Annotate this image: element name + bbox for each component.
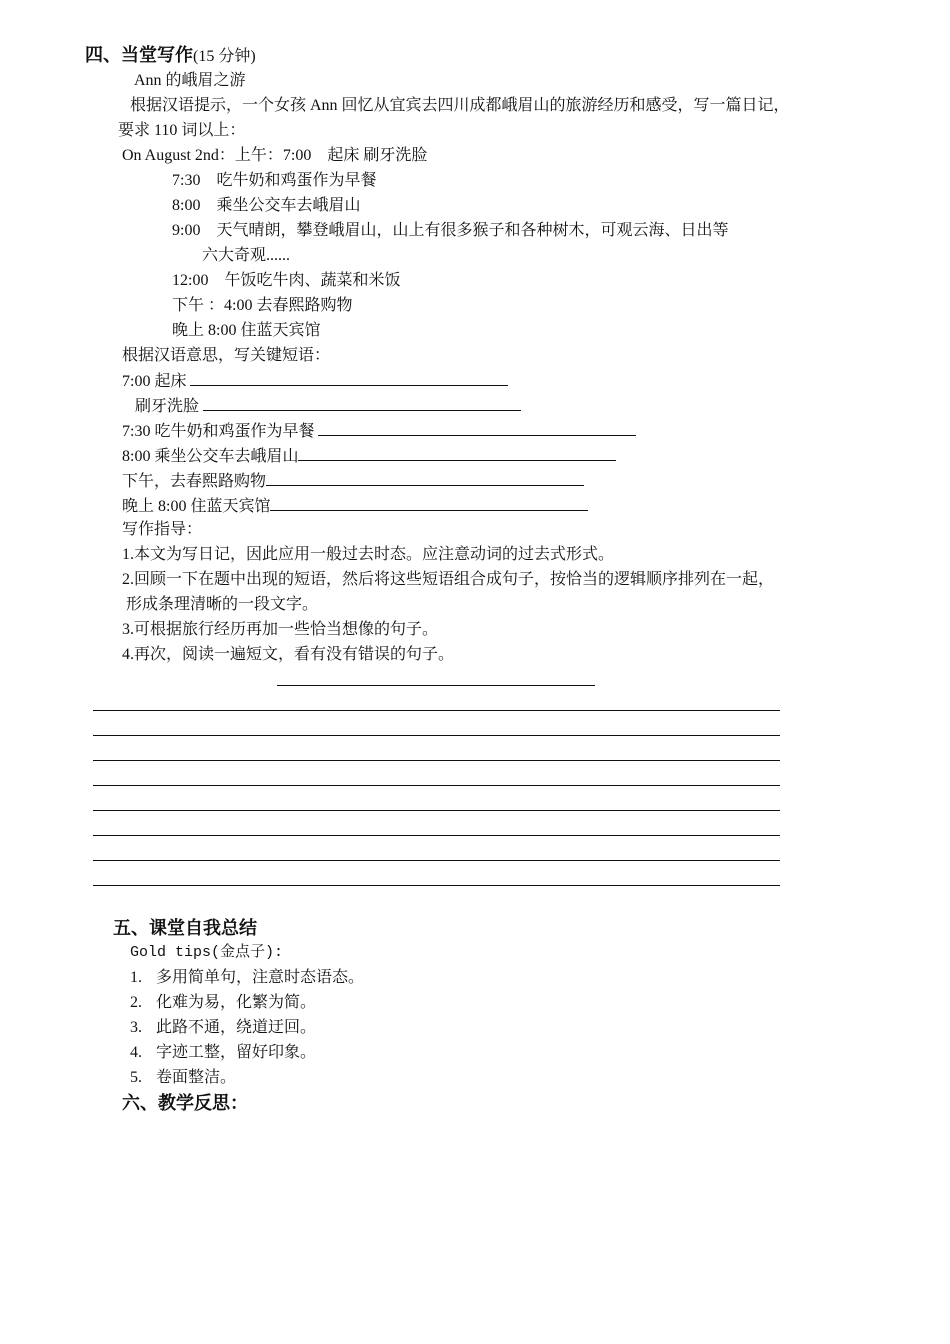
section-4-heading (85, 45, 256, 67)
prompt-line-2: 要求 110 词以上： (118, 122, 246, 139)
phrase-label: 刷牙洗脸 (135, 398, 204, 415)
section-6-title: 六、教学反思： (122, 1093, 248, 1113)
schedule-item: 下午 ：4:00 去春熙路购物 (172, 297, 353, 314)
schedule-item: On August 2nd：上午：7:00 起床 刷牙洗脸 (122, 147, 428, 164)
phrase-row (122, 496, 588, 517)
tip-text: 此路不通，绕道迂回。 (156, 1019, 317, 1036)
writing-guide-item: 3.可根据旅行经历再加一些恰当想像的句子。 (122, 621, 439, 638)
writing-line[interactable] (93, 710, 780, 711)
writing-line[interactable] (93, 835, 780, 836)
section-4-time-note: (15 分钟) (193, 48, 256, 65)
writing-line[interactable] (93, 785, 780, 786)
schedule-item: 六大奇观...... (202, 247, 291, 264)
schedule-item: 12:00 午饭吃牛肉、蔬菜和米饭 (172, 272, 401, 289)
phrase-row (135, 396, 521, 417)
phrase-label: 8:00 乘坐公交车去峨眉山 (122, 448, 299, 465)
tip-text: 多用简单句，注意时态语态。 (156, 969, 365, 986)
answer-blank[interactable] (203, 396, 521, 411)
phrase-label: 晚上 8:00 住蓝天宾馆 (122, 498, 271, 515)
writing-line[interactable] (93, 735, 780, 736)
writing-guide-item: 4.再次，阅读一遍短文，看有没有错误的句子。 (122, 646, 455, 663)
tip-item (130, 968, 364, 988)
tip-number: 3. (130, 1019, 142, 1036)
tip-item (130, 1018, 316, 1038)
phrase-row (122, 421, 636, 442)
tip-item (130, 1043, 316, 1063)
writing-guide-item: 2.回顾一下在题中出现的短语，然后将这些短语组合成句子，按恰当的逻辑顺序排列在一起， (122, 571, 775, 588)
tip-text: 化难为易，化繁为简。 (156, 994, 317, 1011)
answer-blank[interactable] (190, 371, 508, 386)
writing-guide-title: 写作指导： (122, 521, 203, 538)
prompt-line-1: 根据汉语提示，一个女孩 Ann 回忆从宜宾去四川成都峨眉山的旅游经历和感受，写一篇日记， (130, 97, 790, 114)
schedule-item: 7:30 吃牛奶和鸡蛋作为早餐 (172, 172, 377, 189)
writing-line[interactable] (93, 885, 780, 886)
gold-tips-title: Gold tips(金点子): (130, 944, 284, 961)
writing-guide-item: 1.本文为写日记，因此应用一般过去时态。应注意动词的过去式形式。 (122, 546, 615, 563)
schedule-item: 8:00 乘坐公交车去峨眉山 (172, 197, 361, 214)
tip-number: 5. (130, 1069, 142, 1086)
tip-text: 卷面整洁。 (156, 1069, 237, 1086)
schedule-item: 9:00 天气晴朗，攀登峨眉山，山上有很多猴子和各种树木，可观云海、日出等 (172, 222, 729, 239)
answer-blank[interactable] (318, 421, 636, 436)
phrase-row (122, 446, 616, 467)
essay-title-line[interactable] (277, 685, 595, 686)
answer-blank[interactable] (298, 446, 616, 461)
section-4-title: 四、当堂写作 (85, 45, 193, 65)
writing-line[interactable] (93, 860, 780, 861)
writing-line[interactable] (93, 810, 780, 811)
phrase-row (122, 371, 508, 392)
tip-number: 1. (130, 969, 142, 986)
tip-number: 4. (130, 1044, 142, 1061)
phrase-label: 7:30 吃牛奶和鸡蛋作为早餐 (122, 423, 319, 440)
phrase-label: 7:00 起床 (122, 373, 191, 390)
schedule-item: 晚上 8:00 住蓝天宾馆 (172, 322, 321, 339)
tip-number: 2. (130, 994, 142, 1011)
phrase-row (122, 471, 584, 492)
answer-blank[interactable] (266, 471, 584, 486)
writing-line[interactable] (93, 760, 780, 761)
answer-blank[interactable] (270, 496, 588, 511)
writing-guide-item: 形成条理清晰的一段文字。 (126, 596, 319, 613)
phrases-intro: 根据汉语意思，写关键短语： (122, 347, 331, 364)
essay-title: Ann 的峨眉之游 (134, 72, 246, 89)
tip-text: 字迹工整，留好印象。 (156, 1044, 317, 1061)
tip-item (130, 993, 316, 1013)
tip-item (130, 1068, 236, 1088)
phrase-label: 下午，去春熙路购物 (122, 473, 267, 490)
section-5-title: 五、课堂自我总结 (113, 918, 257, 938)
